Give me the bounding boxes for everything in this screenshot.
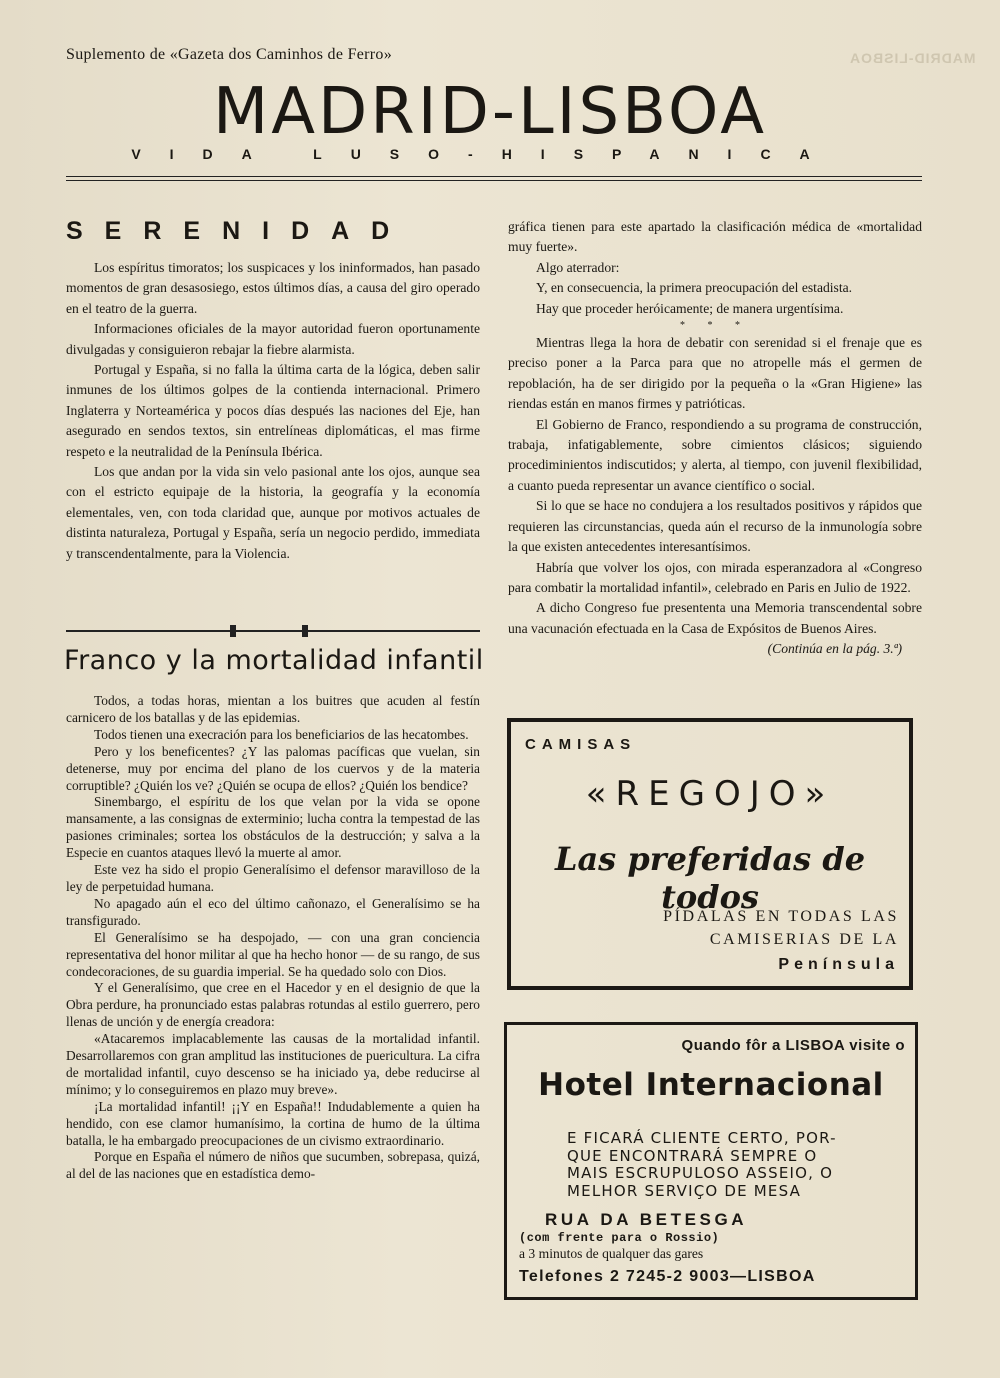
article-franco-body-right bbox=[508, 217, 922, 660]
header-rule bbox=[66, 176, 922, 177]
article-serenidad-body bbox=[66, 258, 480, 564]
paragraph: Los que andan por la vida sin velo pasional ante los ojos, aunque sea con el estricto equipaje de la historia, la geografía y la economía elementales, ven, con toda claridad que, aunque por motivos actuales de distinta naturaleza, Portugal y España, sería un negocio perdido, immediata y transcendentalmente, para la Violencia. bbox=[66, 464, 480, 561]
header-rule-thin bbox=[66, 180, 922, 181]
ad-body-line: QUE ENCONTRARÁ SEMPRE O bbox=[567, 1146, 818, 1165]
ad-street: RUA DA BETESGA bbox=[545, 1210, 748, 1229]
paragraph: Mientras llega la hora de debatir con serenidad si el frenaje que es preciso poner a la Parca para que no atropelle más el germen de repoblación, ha de ser dirigido por la pequeña o la «Gran Higiene» las riendas están en manos firmes y patrióticas. bbox=[508, 335, 922, 412]
ad-hotel-name: Hotel Internacional bbox=[538, 1067, 884, 1103]
divider-ornament bbox=[230, 625, 236, 637]
ad-body-line: E FICARÁ CLIENTE CERTO, POR- bbox=[567, 1129, 837, 1147]
masthead-tagline: VIDA LUSO-HISPANICA bbox=[131, 146, 839, 162]
ad-line: PÍDALAS EN TODAS LAS bbox=[663, 908, 899, 925]
ad-line: CAMISERIAS DE LA bbox=[709, 931, 899, 948]
article-franco-title: Franco y la mortalidad infantil bbox=[64, 645, 484, 676]
ad-phones: Telefones 2 7245-2 9003—LISBOA bbox=[519, 1268, 816, 1285]
ad-body-line: MAIS ESCRUPULOSO ASSEIO, O bbox=[567, 1164, 834, 1182]
ad-brand: «REGOJO» bbox=[585, 774, 835, 814]
article-serenidad-title: SERENIDAD bbox=[66, 217, 412, 245]
divider-ornament bbox=[302, 625, 308, 637]
advertisement-hotel bbox=[504, 1022, 918, 1300]
paragraph: El Generalísimo se ha despojado, — con una gran conciencia representativa del honor militar al que ha hecho honor — de su rango, de sus condecoraciones, de su guardia imperial. Se ha quedado solo con Dios. bbox=[66, 929, 480, 979]
paragraph: Y, en consecuencia, la primera preocupación del estadista. bbox=[536, 280, 853, 296]
masthead-title: MADRID-LISBOA bbox=[213, 75, 767, 149]
show-through-text: MADRID-LISBOA bbox=[849, 50, 976, 66]
paragraph: «Atacaremos implacablemente las causas de la mortalidad infantil. Desarrollaremos con gran amplitud las instituciones de puericultura. La cifra de mortalidad infantil, cuyo descenso se ha iniciado ya, debe reducirse al mínimo; y lo conseguiremos en plazo muy breve». bbox=[66, 1031, 480, 1097]
paragraph: Y el Generalísimo, que cree en el Hacedor y en el designio de que la Obra perdure, ha pronunciado estas palabras rotundas al estilo guerrero, pero llenas de unción y de energía creadora: bbox=[66, 980, 480, 1030]
paragraph: ¡La mortalidad infantil! ¡¡Y en España!! Indudablemente a quien ha hendido, con ese clamor humanísimo, la cortina de humo de la última batalla, le ha embargado preocupaciones de un civismo extraordinario. bbox=[66, 1098, 480, 1148]
paragraph: Algo aterrador: bbox=[536, 259, 620, 275]
paragraph: Porque en España el número de niños que sucumben, sobrepasa, quizá, al del de las naciones que en estadística demo- bbox=[66, 1149, 480, 1182]
paragraph: Portugal y España, si no falla la última carta de la lógica, deben salir inmunes de los últimos golpes de la contienda internacional. Primero Inglaterra y Norteamérica y pocos días después las naciones del Eje, han asegurado en sendos textos, sin entrelíneas diplomáticas, el mas firme respeto e la neutralidad de la Península Ibérica. bbox=[66, 362, 480, 459]
section-separator: * * * bbox=[680, 320, 750, 332]
supplement-line: Suplemento de «Gazeta dos Caminhos de Ferro» bbox=[66, 46, 393, 63]
article-franco-body-left bbox=[66, 693, 480, 1183]
paragraph: Todos tienen una execración para los beneficiarios de las hecatombes. bbox=[94, 726, 469, 742]
paragraph: Si lo que se hace no condujera a los resultados positivos y rápidos que requieren las circunstancias, queda aún el recurso de la inmunología sobre la que existen antecedentes interesantísimos. bbox=[508, 498, 922, 555]
ad-body bbox=[567, 1130, 907, 1200]
ad-body-line: MELHOR SERVIÇO DE MESA bbox=[567, 1181, 802, 1200]
paragraph: Pero y los beneficentes? ¿Y las palomas pacíficas que vuelan, sin detenerse, muy por encima del plano de los cuervos y de la materia corruptible? ¿Quién los ve? ¿Quién se ocupa de ellos? ¿Quién los bendice? bbox=[66, 743, 480, 793]
ad-minutes: a 3 minutos de qualquer das gares bbox=[519, 1246, 704, 1261]
ad-visit-line: Quando fôr a LISBOA visite o bbox=[681, 1037, 905, 1054]
paragraph: Informaciones oficiales de la mayor autoridad fueron oportunamente divulgadas y consiguieron rebajar la fiebre alarmista. bbox=[66, 321, 480, 357]
paragraph: El Gobierno de Franco, respondiendo a su programa de construcción, trabaja, infatigablemente, sobre cimientos clásicos; siguiendo procediminientos indiscutidos; y alerta, al tiempo, con juvenil flexibilidad, a cuanto pueda representar un avance científico o social. bbox=[508, 416, 922, 493]
advertisement-regojo bbox=[507, 718, 913, 990]
paragraph: Este vez ha sido el propio Generalísimo el defensor maravilloso de la ley de perpetuidad humana. bbox=[66, 862, 480, 894]
ad-slogan: Las preferidas de todos bbox=[554, 840, 866, 916]
paragraph: Sinembargo, el espíritu de los que velan por la vida se opone mansamente, a las consignas de exterminio; lucha contra la tempestad de las pasiones criminales; sortea los obstáculos de la destrucción; y salva a la Especie en cuantos ataques llevó la muerte al amor. bbox=[66, 794, 480, 861]
ad-line: Península bbox=[778, 956, 899, 973]
ad-kicker: CAMISAS bbox=[525, 736, 637, 753]
paragraph: Habría que volver los ojos, con mirada esperanzadora al «Congreso para combatir la mortalidad infantil», celebrado en Paris en Julio de 1922. bbox=[508, 559, 922, 595]
paragraph: A dicho Congreso fue presententa una Memoria transcendental sobre una vacunación efectuada en la Casa de Expósitos de Buenos Aires. bbox=[508, 600, 922, 636]
ad-front-note: (com frente para o Rossio) bbox=[519, 1231, 720, 1245]
section-divider bbox=[66, 630, 480, 632]
paragraph: Los espíritus timoratos; los suspicaces y los ininformados, han pasado momentos de gran desasosiego, estos últimos días, a causa del giro operado en el teatro de la guerra. bbox=[66, 260, 480, 316]
paragraph: No apagado aún el eco del último cañonazo, el Generalísimo se ha transfigurado. bbox=[66, 895, 480, 928]
paragraph: Hay que proceder heróicamente; de manera urgentísima. bbox=[536, 300, 844, 316]
continued-note: (Continúa en la pág. 3.ª) bbox=[767, 641, 902, 657]
paragraph: gráfica tienen para este apartado la clasificación médica de «mortalidad muy fuerte». bbox=[508, 219, 922, 255]
paragraph: Todos, a todas horas, mientan a los buitres que acuden al festín carnicero de los batallas y de las epidemias. bbox=[66, 693, 480, 725]
